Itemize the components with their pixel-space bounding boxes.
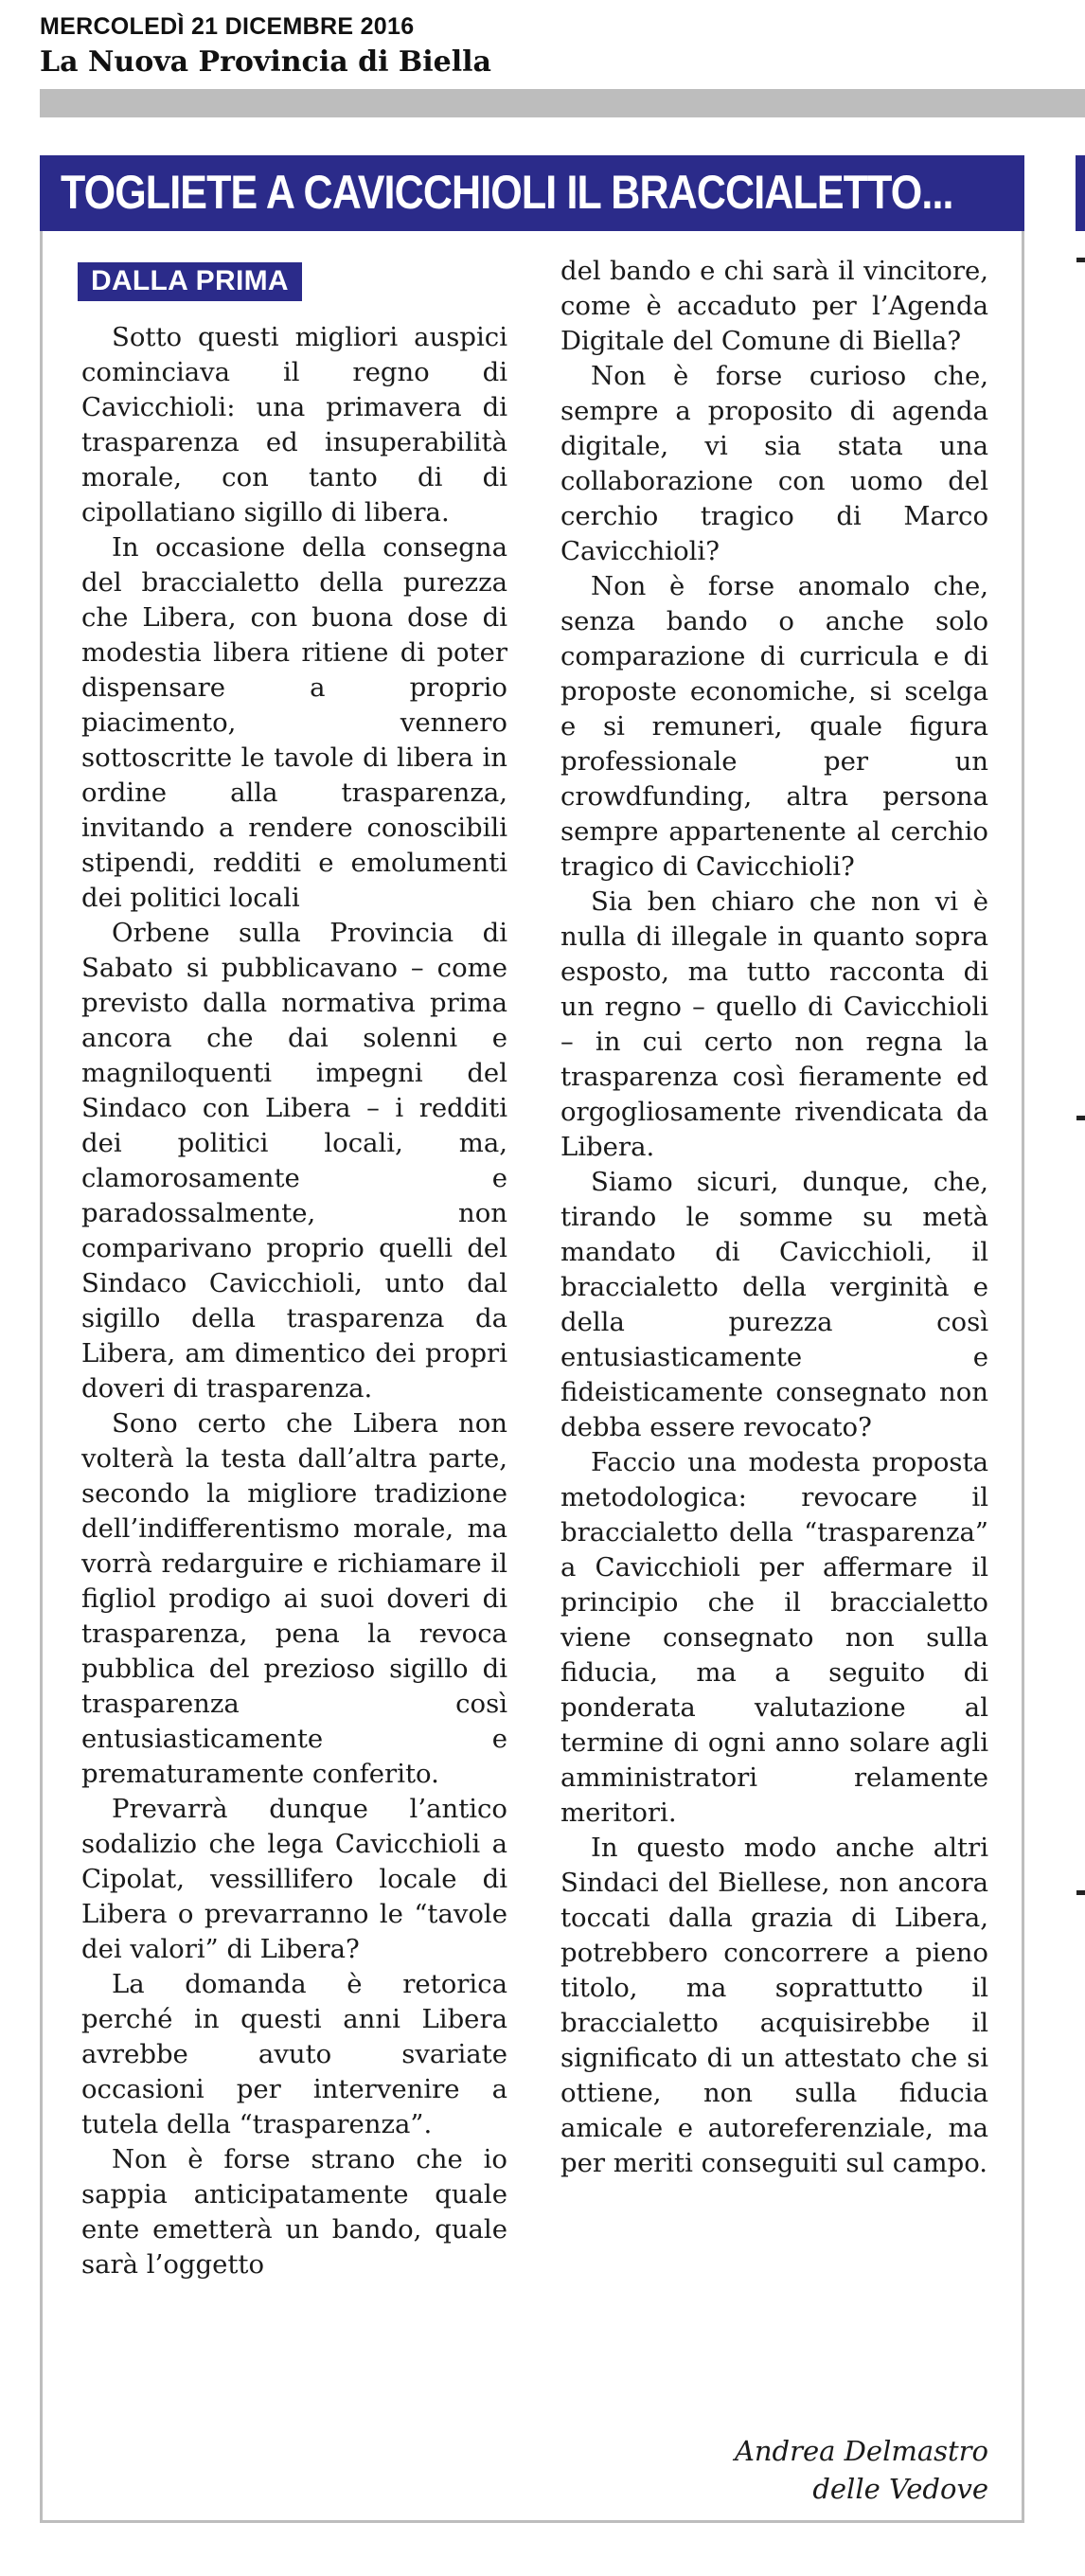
- kicker-label: DALLA PRIMA: [78, 262, 302, 301]
- paragraph: Sotto questi migliori auspici cominciava il regno di Cavicchioli: una primavera di trasparenza ed insuperabilità morale, con tanto di di cipollatiano sigillo di libera.: [81, 322, 507, 528]
- adjacent-article-mark: [1076, 258, 1085, 262]
- newspaper-name: La Nuova Provincia di Biella: [40, 45, 491, 79]
- adjacent-article-mark: [1076, 1890, 1085, 1895]
- paragraph: In occasione della consegna del braccialetto della purezza che Libera, con buona dose di modestia libera ritiene di poter dispensare a proprio piacimento, vennero sottoscritte le tavole di libera in ordine alla trasparenza, invitando a rendere conoscibili stipendi, redditi e emolumenti dei politici locali: [81, 532, 507, 913]
- paragraph: Sono certo che Libera non volterà la testa dall’altra parte, secondo la migliore tradizione dell’indifferentismo morale, ma vorrà redarguire e richiamare il figliol prodigo ai suoi doveri di trasparenza, pena la revoca pubblica del prezioso sigillo di trasparenza così entusiasticamente e prematuramente conferito.: [81, 1408, 507, 1789]
- headline-band: [40, 155, 1024, 231]
- adjacent-article-mark: [1076, 1116, 1085, 1120]
- paragraph: Faccio una modesta proposta metodologica: revocare il braccialetto della “trasparenza” a Cavicchioli per affermare il principio che il braccialetto viene consegnato non sulla fiducia, ma a seguito di ponderata valutazione al termine di ogni anno solare agli amministratori relamente meritori.: [560, 1447, 988, 1828]
- author-name: Andrea Delmastro: [734, 2435, 988, 2467]
- paragraph: In questo modo anche altri Sindaci del Biellese, non ancora toccati dalla grazia di Libera, potrebbero concorrere a pieno titolo, ma soprattutto il braccialetto acquisirebbe il significato di un attestato che si ottiene, non sulla fiducia amicale e autoreferenziale, ma per meriti conseguiti sul campo.: [560, 1833, 988, 2178]
- header-rule: [40, 89, 1085, 117]
- paragraph: Non è forse curioso che, sempre a proposito di agenda digitale, vi sia stata una collaborazione con uomo del cerchio tragico di Marco Cavicchioli?: [560, 361, 988, 566]
- paragraph: Prevarrà dunque l’antico sodalizio che lega Cavicchioli a Cipolat, vessillifero locale di Libera o prevarranno le “tavole dei valori” di Libera?: [81, 1794, 507, 1964]
- adjacent-article-edge: [1076, 155, 1085, 231]
- paragraph-continuation: del bando e chi sarà il vincitore, come è accaduto per l’Agenda Digitale del Comune di Biella?: [560, 256, 988, 356]
- author-name-line2: delle Vedove: [812, 2473, 988, 2505]
- article-column-left: [81, 320, 507, 2282]
- masthead-date: MERCOLEDÌ 21 DICEMBRE 2016: [40, 13, 415, 40]
- paragraph: La domanda è retorica perché in questi anni Libera avrebbe avuto svariate occasioni per intervenire a tutela della “trasparenza”.: [81, 1969, 507, 2139]
- author-signature: [560, 2432, 988, 2508]
- paragraph: Non è forse anomalo che, senza bando o anche solo comparazione di curricula e di proposte economiche, si scelga e si remuneri, quale figura professionale per un crowdfunding, altra persona sempre appartenente al cerchio tragico di Cavicchioli?: [560, 571, 988, 882]
- paragraph: Siamo sicuri, dunque, che, tirando le somme su metà mandato di Cavicchioli, il braccialetto della verginità e della purezza così entusiasticamente e fideisticamente consegnato non debba essere revocato?: [560, 1167, 988, 1442]
- paragraph: Non è forse strano che io sappia anticipatamente quale ente emetterà un bando, quale sarà l’oggetto: [81, 2144, 507, 2280]
- article-column-right: [560, 254, 988, 2181]
- headline: TOGLIETE A CAVICCHIOLI IL BRACCIALETTO...: [61, 166, 953, 219]
- paragraph: Orbene sulla Provincia di Sabato si pubblicavano – come previsto dalla normativa prima ancora che dai solenni e magniloquenti impegni del Sindaco con Libera – i redditi dei politici locali, ma, clamorosamente e paradossalmente, non comparivano proprio quelli del Sindaco Cavicchioli, unto dal sigillo della trasparenza da Libera, am dimentico dei propri doveri di trasparenza.: [81, 918, 507, 1404]
- paragraph: Sia ben chiaro che non vi è nulla di illegale in quanto sopra esposto, ma tutto racconta di un regno – quello di Cavicchioli – in cui certo non regna la trasparenza così fieramente ed orgogliosamente rivendicata da Libera.: [560, 886, 988, 1162]
